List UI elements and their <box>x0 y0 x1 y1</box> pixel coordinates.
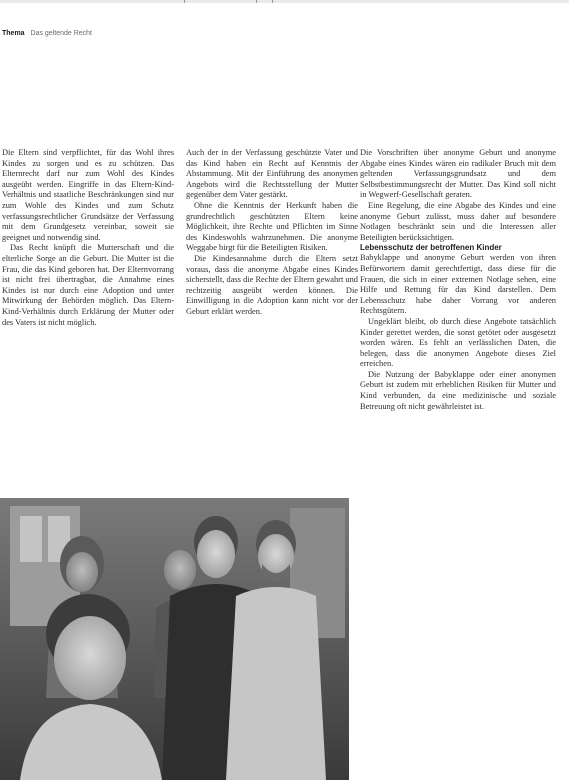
paragraph: Die Vorschriften über anonyme Geburt und anonyme Abgabe eines Kindes wären ein radikaler Bruch mit dem geltenden Verfassungsgrundsatz und dem Selbstbestimmungsrecht der Mutter. Das Kind soll nicht in Wegwerf-Gesellschaft geraten. <box>360 148 556 200</box>
topic-label: Das geltende Recht <box>30 30 92 37</box>
subheading: Lebensschutz der betroffenen Kinder <box>360 243 502 253</box>
text-column-left <box>2 148 174 328</box>
paragraph: Ohne die Kenntnis der Herkunft haben die grundrechtlich geschützten Eltern keine Möglichkeit, ihre Rechte und Pflichten im Sinne des Kindeswohls wahrzunehmen. Die anonyme Weggabe birgt für die Beteiligten Risiken. <box>186 200 358 253</box>
paragraph: Ungeklärt bleibt, ob durch diese Angebote tatsächlich Kinder gerettet werden, die sonst getötet oder ausgesetzt worden wären. Es fehlt an verlässlichen Daten, die belegen, dass die anonymen Angebote dieses Ziel erreichen. <box>360 316 556 369</box>
paragraph: Die Nutzung der Babyklappe oder einer anonymen Geburt ist zudem mit erheblichen Risiken für Mutter und Kind verbunden, da eine medizinische und soziale Betreuung oft nicht gewährleistet ist. <box>360 369 556 411</box>
family-photo <box>0 498 349 780</box>
top-rule <box>0 0 569 3</box>
paragraph: Babyklappe und anonyme Geburt werden von ihren Befürwortern damit gerechtfertigt, dass diese für die Frauen, die sich in einer extremen Notlage sehen, eine Hilfe und Rettung für das Kind darstellen. Dem Lebensschutz habe daher Vorrang vor anderen Rechtsgütern. <box>360 253 556 316</box>
text-column-middle <box>186 148 358 318</box>
top-tick <box>184 0 185 3</box>
section-label: Thema <box>2 30 25 37</box>
paragraph: Die Kindesannahme durch die Eltern setzt voraus, dass die anonyme Abgabe eines Kindes sicherstellt, dass die Rechte der Eltern gewahrt und rechtzeitig ausgeübt werden können. Die Einwilligung in die Adoption kann nicht vor der Geburt erklärt werden. <box>186 253 358 316</box>
running-header <box>2 30 92 37</box>
paragraph: Auch der in der Verfassung geschützte Vater und das Kind haben ein Recht auf Kenntnis der Abstammung. Mit der Einführung des anonymen Angebots wird die Rechtsstellung der Mutter gegenüber dem Vater gestärkt. <box>186 148 358 200</box>
top-tick <box>256 0 257 3</box>
paragraph: Die Eltern sind verpflichtet, für das Wohl ihres Kindes zu sorgen und es zu schützen. Das Elternrecht darf nur zum Wohl des Kindes ausgeübt werden. Eingriffe in das Eltern-Kind-Verhältnis und staatliche Beschränkungen sind nur zum Wohle des Kindes und zum Schutz verfassungsrechtlicher Grundsätze der Verfassung mit dem Grundgesetz vereinbar, soweit sie geeignet und notwendig sind. <box>2 148 174 242</box>
paragraph: Eine Regelung, die eine Abgabe des Kindes und eine anonyme Geburt zulässt, muss daher auf besondere Notlagen beschränkt sein und die Interessen aller Beteiligten berücksichtigen. <box>360 200 556 242</box>
top-tick <box>272 0 273 3</box>
text-column-right <box>360 148 556 412</box>
family-photo-image <box>0 498 349 780</box>
paragraph: Das Recht knüpft die Mutterschaft und die elterliche Sorge an die Geburt. Die Mutter ist die Frau, die das Kind geboren hat. Der Elternvorrang ist nicht frei übertragbar, die Annahme eines Kindes ist nur durch eine Adoption und unter Mitwirkung der Behörden möglich. Das Eltern-Kind-Verhältnis durch Erklärung der Mutter oder des Vaters ist nicht möglich. <box>2 243 174 327</box>
